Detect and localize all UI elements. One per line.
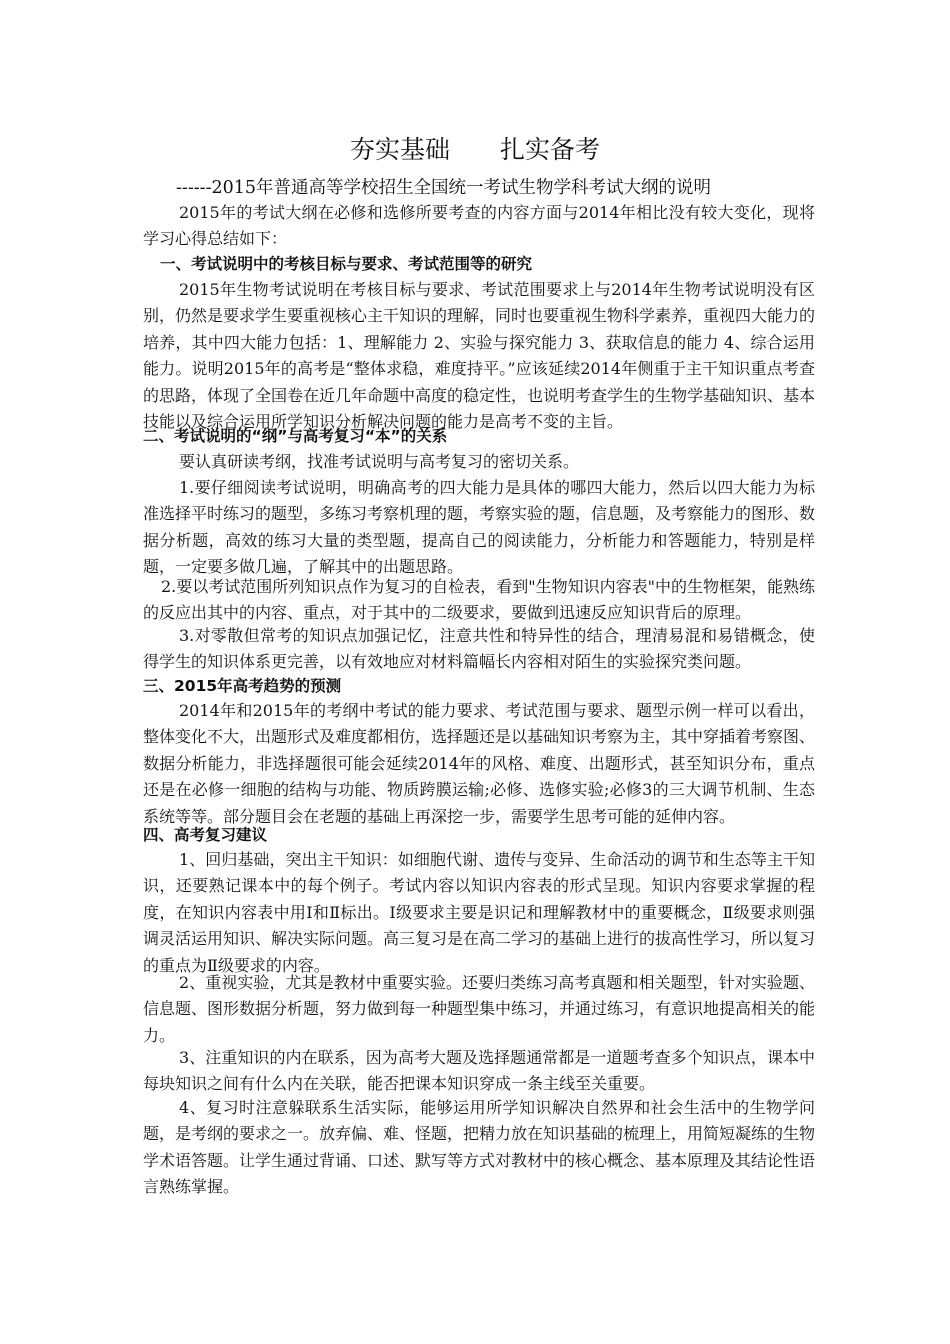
- section-4-paragraph-4: 4、复习时注意躲联系生活实际，能够运用所学知识解决自然界和社会生活中的生物学问题，是考纲的要求之一。放弃偏、难、怪题，把精力放在知识基础的梳理上，用简短凝练的生物学术语答题。让学生通过背诵、口述、默写等方式对教材中的核心概念、基本原理及其结论性语言熟练掌握。: [143, 1098, 816, 1197]
- document-title: 夯实基础 扎实备考: [349, 135, 600, 164]
- section-2-paragraph-1: 要认真研读考纲，找准考试说明与高考复习的密切关系。: [179, 452, 580, 471]
- intro-paragraph: 2015年的考试大纲在必修和选修所要考查的内容方面与2014年相比没有较大变化，现将学习心得总结如下：: [143, 203, 815, 249]
- section-2-paragraph-4: 3.对零散但常考的知识点加强记忆，注意共性和特异性的结合，理清易混和易错概念，使得学生的知识体系更完善，以有效地应对材料篇幅长内容相对陌生的实验探究类问题。: [143, 626, 815, 672]
- section-4-heading: 四、高考复习建议: [143, 826, 268, 844]
- section-1-heading: 一、考试说明中的考核目标与要求、考试范围等的研究: [160, 255, 533, 273]
- section-4-paragraph-2: 2、重视实验，尤其是教材中重要实验。还要归类练习高考真题和相关题型，针对实验题、信息题、图形数据分析题，努力做到每一种题型集中练习，并通过练习，有意识地提高相关的能力。: [143, 973, 816, 1045]
- section-2-paragraph-3: 2.要以考试范围所列知识点作为复习的自检表，看到"生物知识内容表"中的生物框架，能熟练的反应出其中的内容、重点，对于其中的二级要求，要做到迅速反应知识背后的原理。: [143, 577, 815, 623]
- section-2-paragraph-2: 1.要仔细阅读考试说明，明确高考的四大能力是具体的哪四大能力，然后以四大能力为标准选择平时练习的题型，多练习考察机理的题，考察实验的题，信息题，及考察能力的图形、数据分析题，高效的练习大量的类型题，提高自己的阅读能力，分析能力和答题能力，特别是样题，一定要多做几遍，了解其中的出题思路。: [143, 478, 816, 577]
- section-4-paragraph-1: 1、回归基础，突出主干知识：如细胞代谢、遗传与变异、生命活动的调节和生态等主干知识，还要熟记课本中的每个例子。考试内容以知识内容表的形式呈现。知识内容要求掌握的程度，在知识内容表中用Ⅰ和Ⅱ标出。Ⅰ级要求主要是识记和理解教材中的重要概念，Ⅱ级要求则强调灵活运用知识、解决实际问题。高三复习是在高二学习的基础上进行的拔高性学习，所以复习的重点为Ⅱ级要求的内容。: [143, 850, 816, 975]
- section-3-heading: 三、2015年高考趋势的预测: [143, 677, 342, 695]
- section-4-paragraph-3: 3、注重知识的内在联系，因为高考大题及选择题通常都是一道题考查多个知识点，课本中每块知识之间有什么内在关联，能否把课本知识穿成一条主线至关重要。: [143, 1048, 815, 1094]
- section-2-heading: 二、考试说明的“纲”与高考复习“本”的关系: [143, 427, 448, 445]
- document-subtitle: ------2015年普通高等学校招生全国统一考试生物学科考试大纲的说明: [176, 178, 712, 198]
- section-1-paragraph: 2015年生物考试说明在考核目标与要求、考试范围要求上与2014年生物考试说明没有区别，仍然是要求学生要重视核心主干知识的理解，同时也要重视生物科学素养，重视四大能力的培养，其中四大能力包括：1、理解能力 2、实验与探究能力 3、获取信息的能力 4、综合运用能力。说明2015年的高考是“整体求稳，难度持平。”应该延续2014年侧重于主干知识重点考查的思路，体现了全国卷在近几年命题中高度的稳定性，也说明考查学生的生物学基础知识、基本技能以及综合运用所学知识分析解决问题的能力是高考不变的主旨。: [143, 280, 816, 432]
- section-3-paragraph: 2014年和2015年的考纲中考试的能力要求、考试范围与要求、题型示例一样可以看出，整体变化不大，出题形式及难度都相仿，选择题还是以基础知识考察为主，其中穿插着考察图、数据分析能力，非选择题很可能会延续2014年的风格、难度、出题形式，甚至知识分布，重点还是在必修一细胞的结构与功能、物质跨膜运输;必修、选修实验;必修3的三大调节机制、生态系统等等。部分题目会在老题的基础上再深挖一步，需要学生思考可能的延伸内容。: [143, 701, 816, 826]
